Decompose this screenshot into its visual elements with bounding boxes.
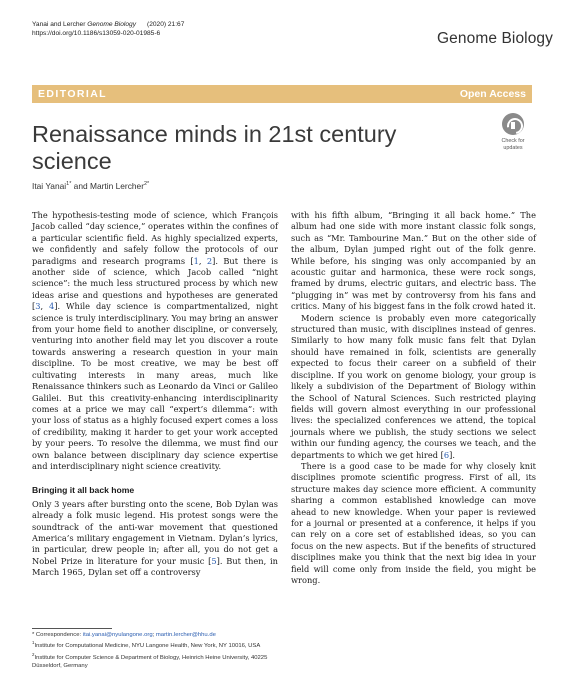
article-type-label: EDITORIAL — [38, 88, 107, 100]
author-affiliation-mark: 2* — [144, 181, 150, 188]
author-name[interactable]: Martin Lercher — [90, 181, 144, 191]
author-conjunction: and — [71, 181, 90, 191]
footnote-divider — [32, 628, 112, 629]
author-name[interactable]: Itai Yanai — [32, 181, 67, 191]
check-updates-label — [493, 138, 533, 151]
doi-link[interactable]: https://doi.org/10.1186/s13059-020-01985-6 — [32, 30, 161, 37]
citation-link[interactable]: 3 — [35, 301, 41, 312]
journal-logo: Genome Biology — [437, 30, 553, 47]
citation-link[interactable]: 6 — [443, 449, 450, 460]
author-list — [32, 181, 149, 191]
body-paragraph-continued: with his fifth album, “Bringing it all back home.” The album had one side with more instant classic folk songs, such as “Mr. Tambourine Man.” But on the other side of the album, Dylan jumped right out of the folk genre. While before, his singing was only accompanied by an acoustic guitar and harmonica, these were rock songs, framed by drums, electric guitars, and electric bass. The “plugging in” was met by controversy from his fans and critics. Many of his biggest fans in the folk crowd hated it. — [291, 210, 536, 312]
check-updates-icon — [502, 113, 524, 135]
citation-link[interactable]: 4 — [49, 301, 55, 312]
check-for-updates-badge[interactable] — [493, 113, 533, 157]
article-type-banner — [32, 85, 532, 103]
article-title: Renaissance minds in 21st century science — [32, 121, 397, 174]
section-heading: Bringing it all back home — [32, 485, 135, 496]
email-link[interactable]: martin.lercher@hhu.de — [155, 632, 216, 638]
citation-journal: Genome Biology — [87, 21, 136, 28]
email-link[interactable]: itai.yanai@nyulangone.org — [82, 632, 153, 638]
affiliation: $^2$Institute for Computer Science & Department of Biology, Heinrich Heine University, 40225 Düsseldorf, Germany — [32, 651, 268, 669]
citation-link[interactable]: 2 — [206, 255, 213, 266]
citation-link[interactable]: 5 — [211, 555, 217, 566]
check-updates-line2: updates — [503, 144, 523, 151]
citation-volume: (2020) 21:67 — [147, 21, 185, 28]
body-paragraph: There is a good case to be made for why closely knit disciplines promote scientific progress. First of all, its structure makes day science more efficient. A community sharing a common established knowledge can move ahead to new knowledge. When your paper is reviewed for a journal or presented at a conference, it helps if you can rely on a core set of established ideas, so you can focus on the new aspects. But if the benefits of structured disciplines make you think that the next big idea in your field will come only from inside the field, you might be wrong. — [291, 460, 536, 585]
body-paragraph: Modern science is probably even more categorically structured than music, with disciplines instead of genres. Similarly to how many folk music fans felt that Dylan should have remained in folk, scientists are generally expected to focus their career on a subfield of their discipline. If you work on genome biology, your group is likely a subdivision of the Department of Biology within the School of Natural Sciences. Such restricted playing fields will govern almost everything in our professional lives: the specialized conferences we attend, the topical journals where we publish, the study sections we select within our funding agency, the courses we teach, and the departments to which we get hired [6]. — [291, 312, 536, 460]
affiliation: $^1$Institute for Computational Medicine, NYU Langone Health, New York, NY 10016, USA — [32, 640, 261, 650]
citation-link[interactable]: 1 — [193, 255, 199, 266]
body-column-left — [32, 210, 278, 579]
open-access-label: Open Access — [459, 88, 526, 100]
body-paragraph: Only 3 years after bursting onto the scene, Bob Dylan was already a folk music legend. His protest songs were the soundtrack of the anti-war movement that questioned America’s military engagement in Vietnam. Dylan’s lyrics, in particular, drew people in; after all, you do not get a Nobel Prize in literature for your music [5]. But then, in March 1965, Dylan set off a controversy — [32, 498, 278, 578]
body-column-right — [291, 210, 536, 586]
correspondence: * Correspondence: itai.yanai@nyulangone.org; martin.lercher@hhu.de — [32, 632, 216, 638]
citation-authors: Yanai and Lercher — [32, 21, 86, 28]
check-updates-line1: Check for — [501, 138, 525, 144]
author-affiliation-mark: 1* — [66, 181, 72, 188]
citation-header — [32, 20, 184, 38]
footnotes — [32, 631, 278, 670]
body-paragraph: The hypothesis-testing mode of science, which François Jacob called “day science,” operates within the confines of a particular scientific field. As highly specialized experts, we confidently and safely follow the protocols of our paradigms and research programs [1, 2]. But there is another side of science, which Jacob called “night science”: the much less structured process by which new ideas arise and questions and hypotheses are generated [3, 4]. While day science is compartmentalized, night science is truly interdisciplinary. You may bring an answer from your home field to another discipline, or conversely, venturing into another field may let you discover a route towards answering a research question in your main discipline. To be most creative, we may be best off cultivating interests in many areas, much like Renaissance thinkers such as Leonardo da Vinci or Galileo Galilei. But this creativity-enhancing interdisciplinarity comes at a price we may call “expert’s dilemma”: with your loss of status as a highly focused expert comes a loss of credibility, making it harder to get your work accepted by your peers. To resolve the dilemma, we must find our own balance between disciplinary day science expertise and interdisciplinary night science creativity. — [32, 210, 279, 471]
citation-line — [32, 20, 184, 29]
